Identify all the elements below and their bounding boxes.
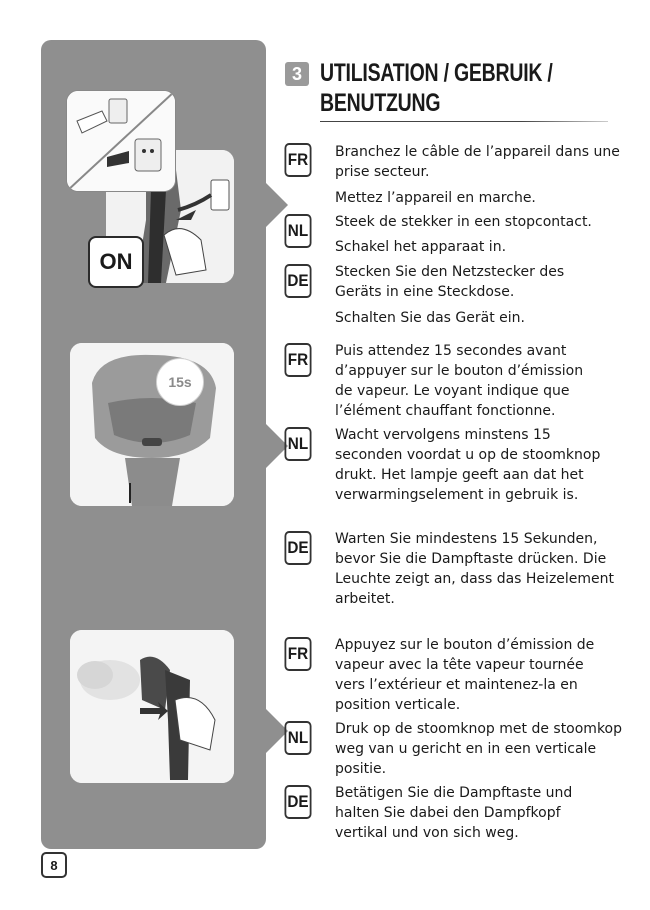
step3-de-text: Betätigen Sie die Dampftaste und halten Sie dabei den Dampfkopf vertikal und von sich weg. bbox=[335, 785, 573, 841]
step2-de-text: Warten Sie mindestens 15 Sekunden, bevor Sie die Dampftaste drücken. Die Leuchte zeigt an, dass das Heizelement arbeitet. bbox=[335, 531, 615, 607]
lang-badge-nl: NL bbox=[285, 427, 312, 461]
lang-badge-de: DE bbox=[285, 264, 312, 298]
lang-badge-fr: FR bbox=[285, 143, 312, 177]
illustration-steam bbox=[70, 630, 234, 783]
lang-badge-fr: FR bbox=[285, 343, 312, 377]
lang-badge-fr: FR bbox=[285, 637, 312, 671]
step2-fr-text: Puis attendez 15 secondes avant d’appuyer sur le bouton d’émission de vapeur. Le voyant indique que l’élément chauffant fonctionne. bbox=[335, 343, 584, 419]
step3-fr-text: Appuyez sur le bouton d’émission de vapeur avec la tête vapeur tournée vers l’extérieur et maintenez-la en position verticale. bbox=[335, 637, 595, 713]
section-title-line1: UTILISATION / GEBRUIK / bbox=[320, 59, 553, 87]
steamer-head-drawing bbox=[70, 343, 234, 506]
socket-inset-drawing bbox=[67, 91, 175, 191]
illustration-socket-inset bbox=[66, 90, 176, 192]
step1-de-text-1: Stecken Sie den Netzstecker des Geräts in eine Steckdose. bbox=[335, 264, 565, 300]
title-underline bbox=[320, 121, 608, 122]
step1-nl-text-1: Steek de stekker in een stopcontact. bbox=[335, 214, 592, 230]
step1-fr-text-1: Branchez le câble de l’appareil dans une prise secteur. bbox=[335, 144, 620, 180]
section-title bbox=[320, 58, 554, 118]
lang-badge-nl: NL bbox=[285, 721, 312, 755]
step2-nl-text: Wacht vervolgens minstens 15 seconden voordat u op de stoomknop drukt. Het lampje geeft aan dat het verwarmingselement in gebruik is. bbox=[335, 427, 601, 503]
step1-de-text-2: Schalten Sie das Gerät ein. bbox=[335, 310, 525, 326]
on-badge: ON bbox=[88, 236, 144, 288]
section-title-line2: BENUTZUNG bbox=[320, 89, 441, 117]
timer-badge: 15s bbox=[156, 358, 204, 406]
section-number: 3 bbox=[285, 62, 309, 86]
illustration-wait bbox=[70, 343, 234, 506]
lang-badge-nl: NL bbox=[285, 214, 312, 248]
steaming-drawing bbox=[70, 630, 234, 783]
step1-nl-text-2: Schakel het apparaat in. bbox=[335, 239, 507, 255]
lang-badge-de: DE bbox=[285, 531, 312, 565]
step1-fr-text-2: Mettez l’appareil en marche. bbox=[335, 190, 536, 206]
lang-badge-de: DE bbox=[285, 785, 312, 819]
step3-nl-text: Druk op de stoomknop met de stoomkop weg van u gericht en in een verticale positie. bbox=[335, 721, 623, 777]
page-number: 8 bbox=[41, 852, 67, 878]
